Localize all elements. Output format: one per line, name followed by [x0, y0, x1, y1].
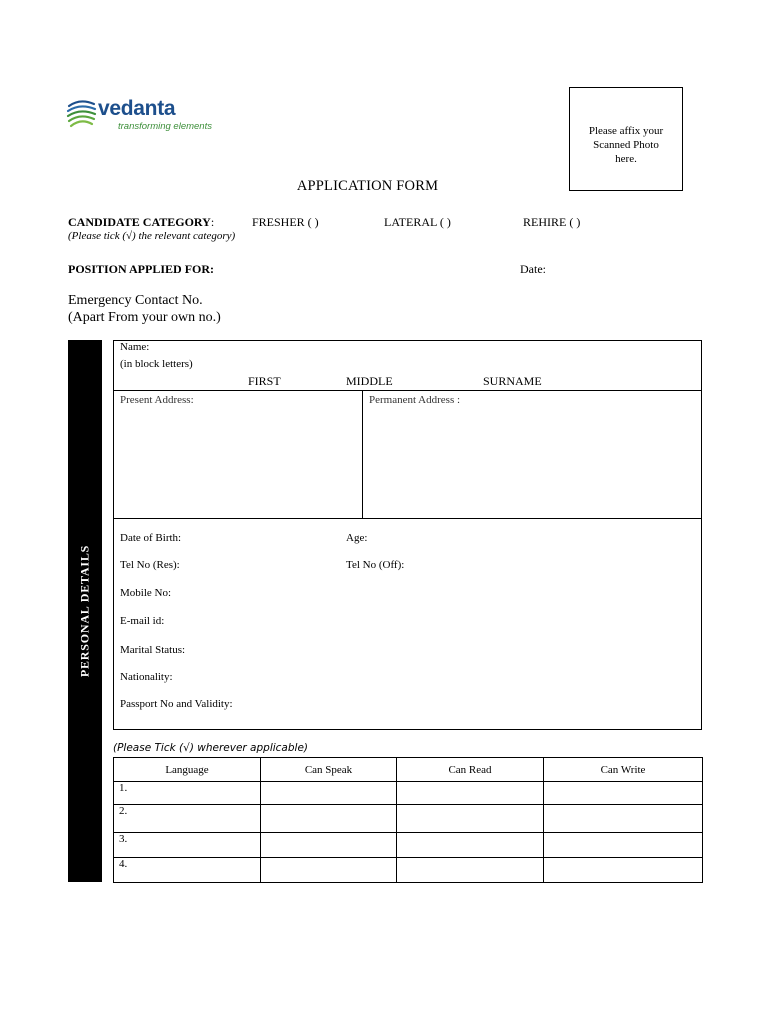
table-row: [114, 782, 703, 805]
can-read-cell[interactable]: [397, 858, 544, 883]
mobile-label[interactable]: Mobile No:: [120, 587, 172, 599]
middle-name-label: MIDDLE: [346, 374, 393, 388]
name-field[interactable]: [113, 340, 702, 391]
can-write-cell[interactable]: [544, 833, 703, 858]
email-label[interactable]: E-mail id:: [120, 615, 165, 627]
first-name-label: FIRST: [248, 374, 281, 388]
can-read-cell[interactable]: [397, 833, 544, 858]
candidate-category-label: CANDIDATE CATEGORY:: [68, 215, 215, 229]
present-address-label: Present Address:: [120, 394, 194, 406]
can-read-cell[interactable]: [397, 805, 544, 833]
can-write-cell[interactable]: [544, 782, 703, 805]
personal-details-label: PERSONAL DETAILS: [77, 544, 92, 678]
table-row: [114, 805, 703, 833]
language-header: Language: [114, 758, 261, 782]
can-write-cell[interactable]: [544, 805, 703, 833]
permanent-address-label: Permanent Address :: [369, 394, 461, 406]
tel-off-label[interactable]: Tel No (Off):: [346, 559, 405, 571]
name-hint: (in block letters): [120, 358, 193, 370]
can-speak-cell[interactable]: [261, 782, 397, 805]
can-speak-cell[interactable]: [261, 833, 397, 858]
can-speak-cell[interactable]: [261, 858, 397, 883]
name-label: Name:: [120, 341, 150, 353]
age-label[interactable]: Age:: [346, 532, 368, 544]
form-title: APPLICATION FORM: [296, 178, 439, 194]
personal-details-box: [113, 518, 702, 730]
can-read-header: Can Read: [397, 758, 544, 782]
lateral-option[interactable]: LATERAL ( ): [384, 215, 451, 229]
surname-label: SURNAME: [483, 374, 542, 388]
language-table: [113, 757, 703, 883]
tel-res-label[interactable]: Tel No (Res):: [120, 559, 180, 571]
table-row: [114, 858, 703, 883]
fresher-option[interactable]: FRESHER ( ): [252, 215, 319, 229]
language-cell[interactable]: 4.: [114, 858, 261, 883]
emergency-contact-hint: (Apart From your own no.): [68, 310, 221, 325]
can-read-cell[interactable]: [397, 782, 544, 805]
table-row: [114, 833, 703, 858]
dob-label[interactable]: Date of Birth:: [120, 532, 182, 544]
present-address-field[interactable]: [113, 390, 363, 519]
language-cell[interactable]: 2.: [114, 805, 261, 833]
language-cell[interactable]: 3.: [114, 833, 261, 858]
date-label: Date:: [520, 262, 546, 276]
can-write-cell[interactable]: [544, 858, 703, 883]
nationality-label[interactable]: Nationality:: [120, 671, 173, 683]
passport-label[interactable]: Passport No and Validity:: [120, 698, 233, 710]
personal-details-sidebar: [68, 340, 102, 882]
logo-tagline: transforming elements: [118, 121, 212, 132]
photo-box[interactable]: [569, 87, 683, 191]
marital-status-label[interactable]: Marital Status:: [120, 644, 186, 656]
position-label: POSITION APPLIED FOR:: [68, 262, 215, 276]
emergency-contact-label: Emergency Contact No.: [68, 293, 203, 308]
language-note: (Please Tick (√) wherever applicable): [113, 742, 309, 754]
can-speak-cell[interactable]: [261, 805, 397, 833]
rehire-option[interactable]: REHIRE ( ): [523, 215, 581, 229]
can-speak-header: Can Speak: [261, 758, 397, 782]
category-note: (Please tick (√) the relevant category): [68, 230, 236, 242]
language-cell[interactable]: 1.: [114, 782, 261, 805]
table-header-row: [114, 758, 703, 782]
can-write-header: Can Write: [544, 758, 703, 782]
photo-instructions: Please affix your Scanned Photo here.: [588, 125, 664, 165]
logo-wordmark: vedanta: [98, 97, 176, 120]
permanent-address-field[interactable]: [362, 390, 702, 519]
